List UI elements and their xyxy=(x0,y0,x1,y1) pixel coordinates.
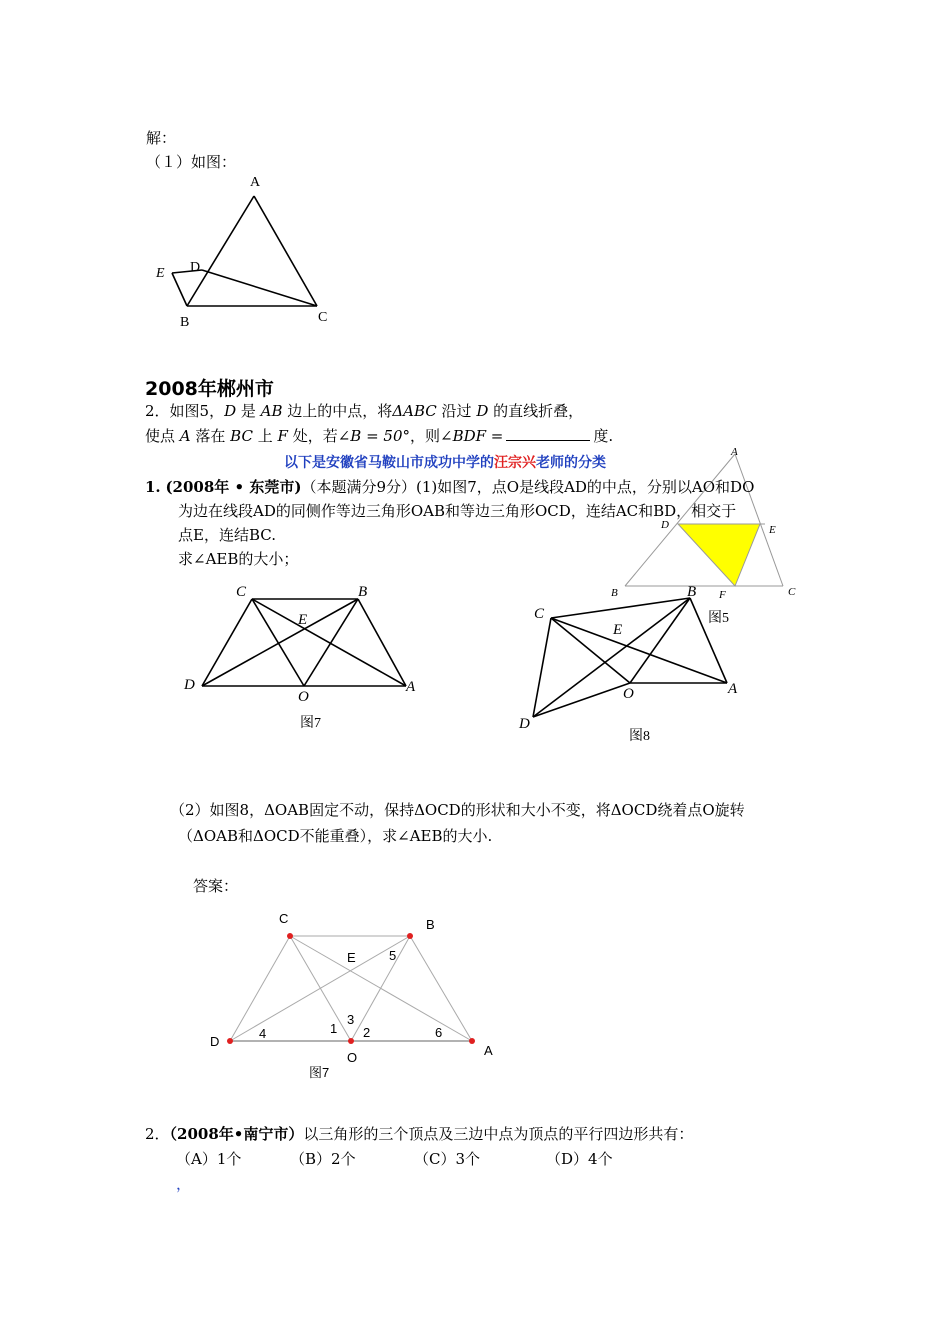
ans-label-O: O xyxy=(347,1050,358,1065)
vertex-C xyxy=(287,933,293,939)
fig7-label-A: A xyxy=(406,679,416,695)
solution-label: 解： xyxy=(146,129,177,147)
fig8-label-O: O xyxy=(623,686,634,702)
point-label-D: D xyxy=(190,260,201,275)
p2-line: 2．（2008年•南宁市）以三角形的三个顶点及三边中点为顶点的平行四边形共有： xyxy=(145,1125,694,1143)
fig5-label-D: D xyxy=(661,519,669,531)
angle-5: 5 xyxy=(389,948,397,963)
fig5-label-A: A xyxy=(731,446,738,458)
folded-triangle xyxy=(678,524,760,586)
angle-6: 6 xyxy=(435,1025,443,1040)
answer-caption: 图7 xyxy=(309,1065,330,1080)
fig8-label-E: E xyxy=(613,622,623,638)
point-label-C: C xyxy=(318,310,328,325)
option-d[interactable]: （D）4个 xyxy=(546,1150,613,1168)
solution-part1: （１）如图： xyxy=(146,153,237,171)
option-a[interactable]: （A）1个 xyxy=(176,1150,242,1168)
p1-line2: 为边在线段AD的同侧作等边三角形OAB和等边三角形OCD，连结AC和BD，相交于 xyxy=(178,502,737,520)
fig7-label-D: D xyxy=(184,677,195,693)
vertex-D xyxy=(227,1038,233,1044)
fig7-label-O: O xyxy=(298,689,309,705)
ans-label-B: B xyxy=(426,917,435,932)
classification-banner: 以下是安徽省马鞍山市成功中学的汪宗兴老师的分类 xyxy=(284,455,606,471)
fig7-label-E: E xyxy=(298,612,308,628)
fig5-label-B: B xyxy=(611,587,618,599)
fig5-label-C: C xyxy=(788,586,796,598)
solution-triangle-figure xyxy=(150,170,350,340)
fig7-label-B: B xyxy=(358,584,368,600)
p1-line3: 点E，连结BC. xyxy=(178,526,276,544)
angle-1: 1 xyxy=(330,1021,338,1036)
fig8-label-D: D xyxy=(519,716,530,732)
ans-label-A: A xyxy=(484,1043,493,1058)
ans-label-D: D xyxy=(210,1034,220,1049)
fig5-caption: 图5 xyxy=(708,611,729,626)
ans-label-E: E xyxy=(347,950,356,965)
figure-8 xyxy=(515,580,775,755)
ans-label-C: C xyxy=(279,911,289,926)
figure-7 xyxy=(180,575,440,745)
vertex-B xyxy=(407,933,413,939)
angle-3: 3 xyxy=(347,1012,355,1027)
p1-part2-line1: （2）如图8，ΔOAB固定不动，保持ΔOCD的形状和大小不变，将ΔOCD绕着点O旋转 xyxy=(170,801,745,819)
vertex-O xyxy=(348,1038,354,1044)
fig8-label-A: A xyxy=(728,681,738,697)
fig8-caption: 图8 xyxy=(629,729,650,744)
p1-line1: 1. (2008年 • 东莞市)（本题满分9分）(1)如图7，点O是线段AD的中点，分别以AO和DO xyxy=(145,478,755,496)
q2-line2: 使点 A 落在 BC 上 F 处，若∠B = 50°，则∠BDF = 度. xyxy=(145,427,614,445)
point-label-E: E xyxy=(156,266,165,281)
vertex-A xyxy=(469,1038,475,1044)
point-label-B: B xyxy=(180,315,190,330)
fig5-label-E: E xyxy=(769,524,776,536)
point-label-A: A xyxy=(250,175,261,190)
answer-blank xyxy=(506,426,590,441)
p1-line4: 求∠AEB的大小； xyxy=(178,550,299,568)
p1-part2-line2: （ΔOAB和ΔOCD不能重叠），求∠AEB的大小. xyxy=(178,827,493,845)
option-b[interactable]: （B）2个 xyxy=(290,1150,356,1168)
angle-2: 2 xyxy=(363,1025,371,1040)
angle-4: 4 xyxy=(259,1026,267,1041)
trailing-mark: ， xyxy=(176,1175,192,1193)
fig7-label-C: C xyxy=(236,584,247,600)
section-heading: 2008年郴州市 xyxy=(145,378,274,400)
fig7-caption: 图7 xyxy=(300,716,321,731)
answer-label: 答案： xyxy=(193,877,239,895)
answer-figure xyxy=(200,905,520,1085)
option-c[interactable]: （C）3个 xyxy=(414,1150,481,1168)
fig8-label-B: B xyxy=(687,584,697,600)
fig8-label-C: C xyxy=(534,606,545,622)
q2-line1: 2．如图5，D 是 AB 边上的中点，将ΔABC 沿过 D 的直线折叠， xyxy=(145,402,584,420)
fig5-label-F: F xyxy=(719,589,726,601)
